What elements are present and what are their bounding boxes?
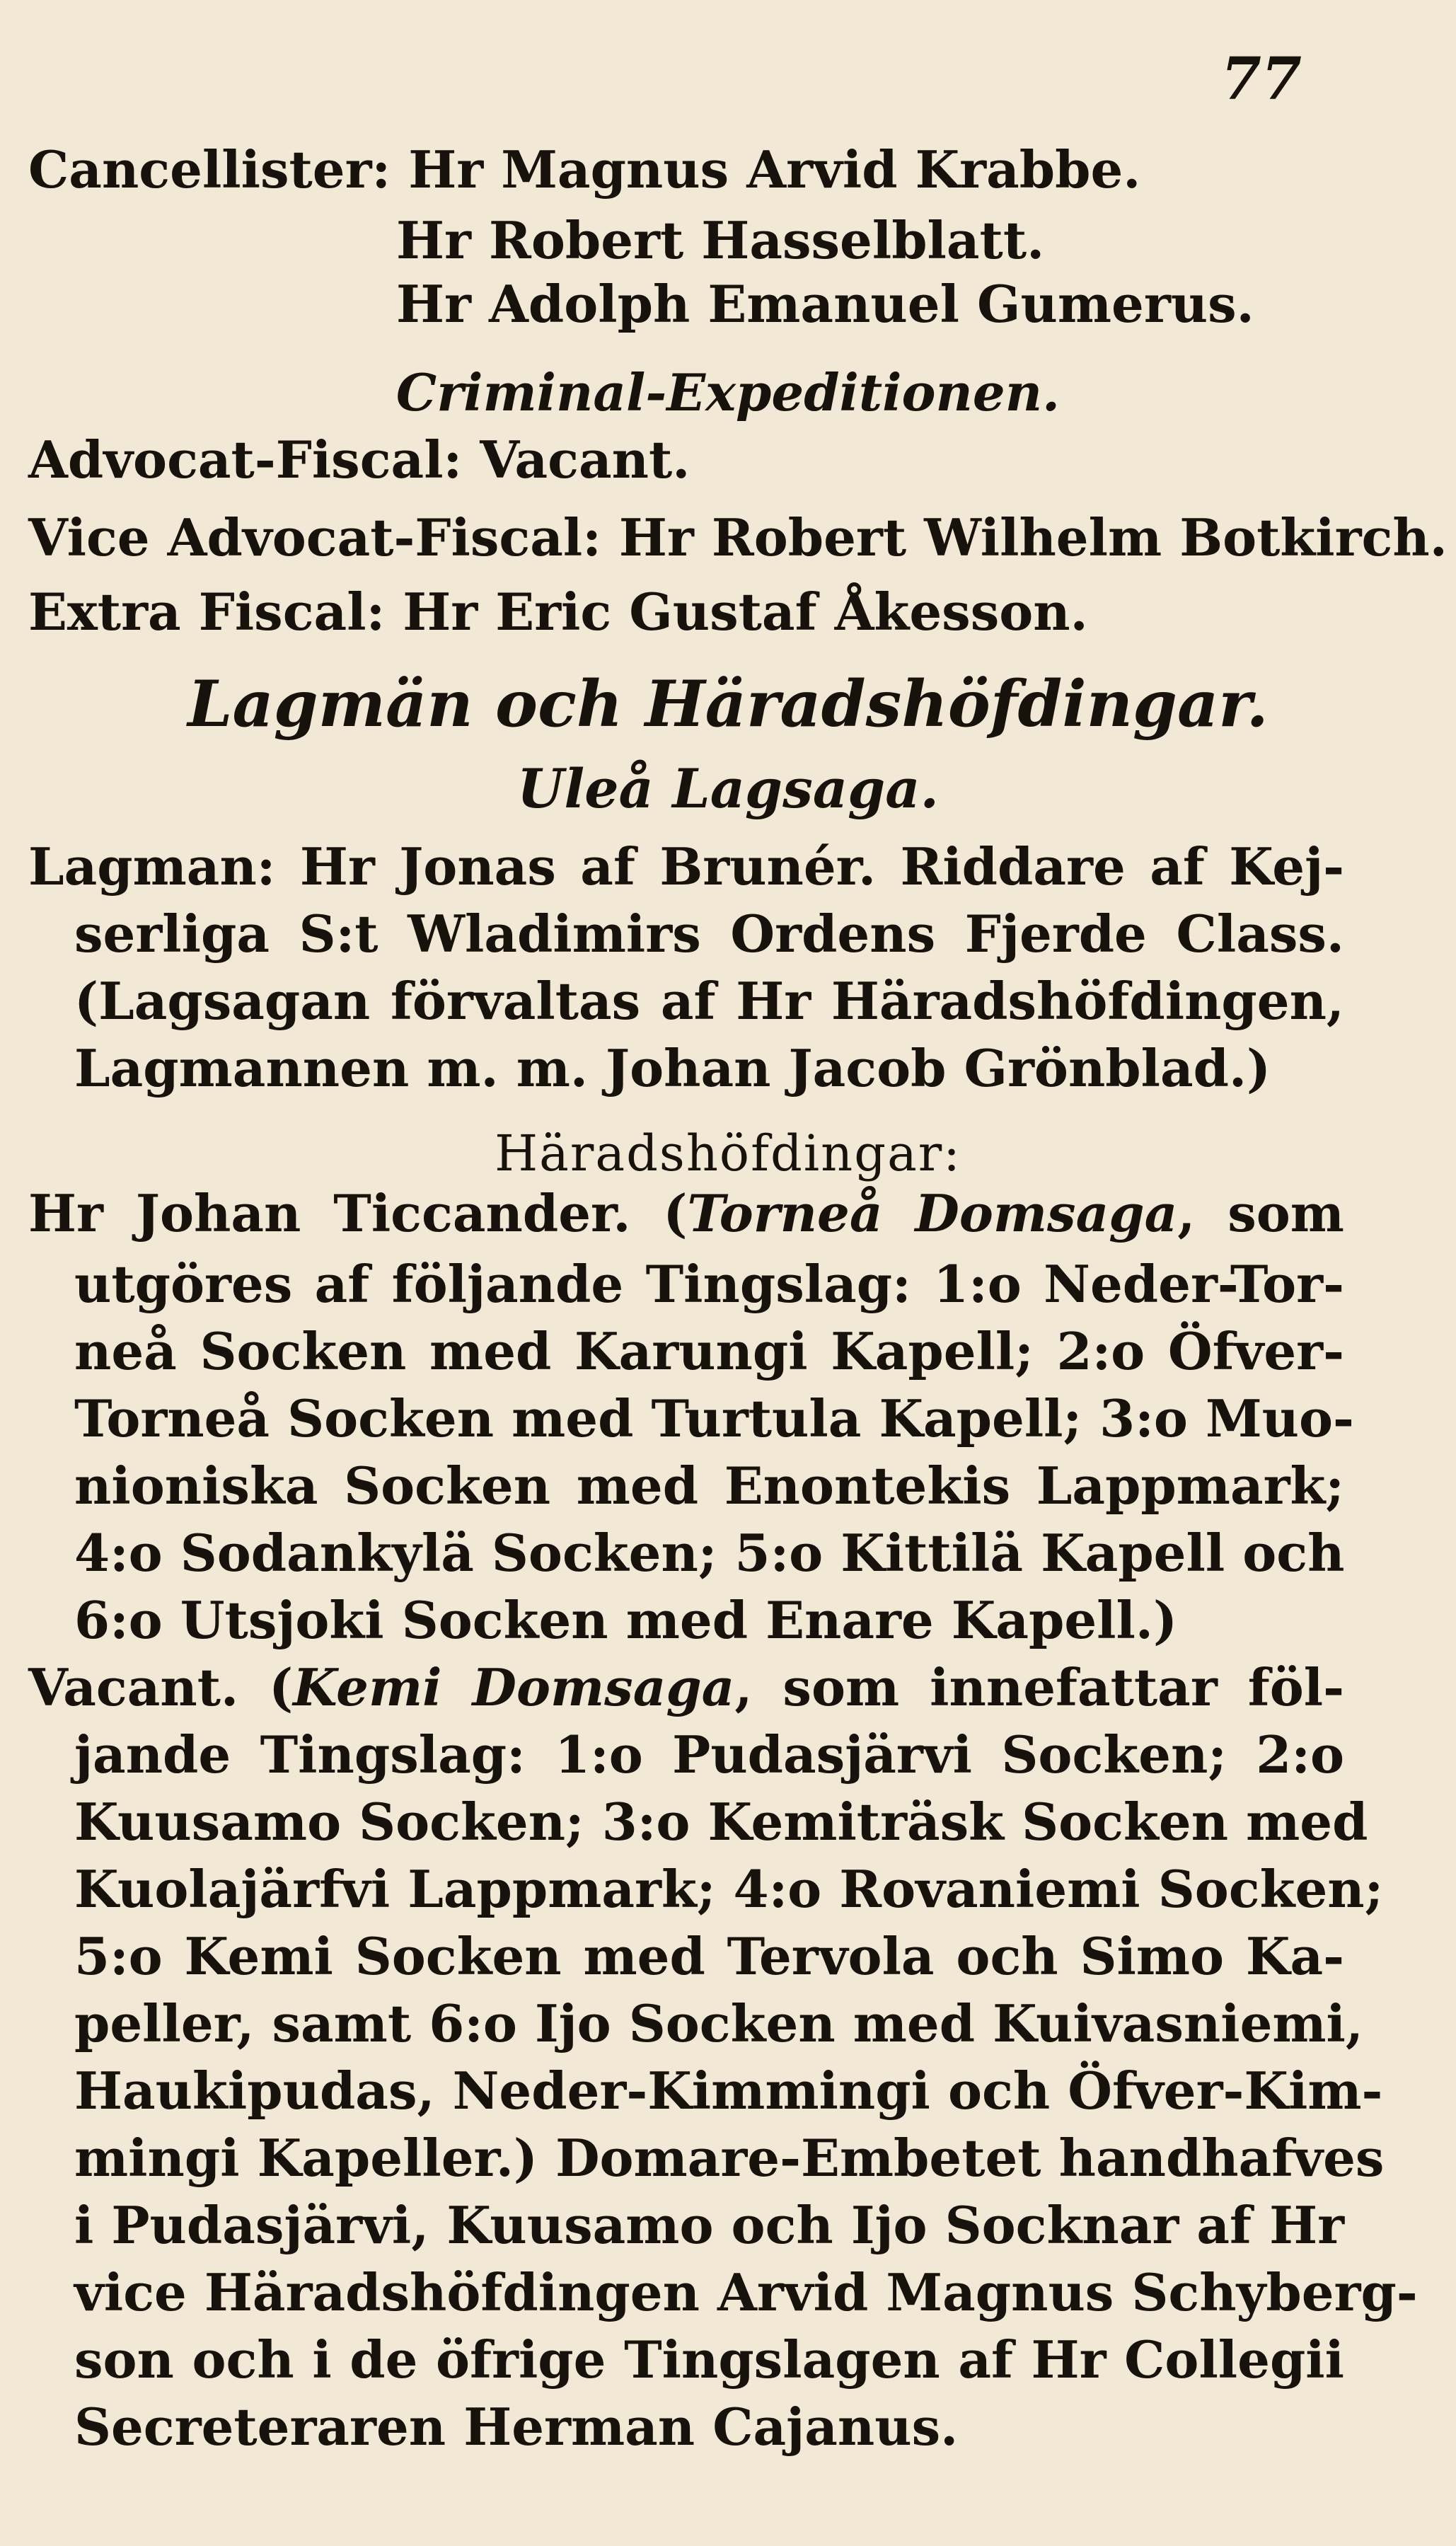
text-segment: , som innefattar föl- — [734, 1657, 1345, 1717]
text-line: Lagman: Hr Jonas af Brunér. Riddare af Kej- — [28, 836, 1344, 897]
text-line: vice Häradshöfdingen Arvid Magnus Schyberg- — [74, 2262, 1418, 2322]
text-line: Lagmannen m. m. Johan Jacob Grönblad.) — [74, 1038, 1271, 1098]
text-segment: Vacant. ( — [28, 1657, 294, 1717]
subsection-heading: Häradshöfdingar: — [495, 1124, 961, 1182]
text-line: 5:o Kemi Socken med Tervola och Simo Ka- — [74, 1926, 1344, 1986]
subsection-heading: Uleå Lagsaga. — [517, 757, 939, 820]
text-line: serliga S:t Wladimirs Ordens Fjerde Class. — [74, 904, 1344, 964]
text-segment: Hr Johan Ticcander. ( — [28, 1183, 688, 1243]
text-line: Cancellister: Hr Magnus Arvid Krabbe. — [28, 139, 1141, 200]
text-line: Extra Fiscal: Hr Eric Gustaf Åkesson. — [28, 582, 1088, 642]
text-line: Kuolajärfvi Lappmark; 4:o Rovaniemi Socken; — [74, 1859, 1384, 1919]
text-line: neå Socken med Karungi Kapell; 2:o Öfver- — [74, 1321, 1344, 1381]
section-heading: Lagmän och Häradshöfdingar. — [187, 667, 1269, 742]
text-line: son och i de öfrige Tingslagen af Hr Collegii — [74, 2329, 1344, 2390]
text-segment: Torneå Domsaga — [687, 1183, 1178, 1243]
text-line: Advocat-Fiscal: Vacant. — [28, 430, 691, 490]
text-line: nioniska Socken med Enontekis Lappmark; — [74, 1456, 1344, 1516]
text-segment: Kemi Domsaga — [293, 1657, 735, 1717]
text-line: Kuusamo Socken; 3:o Kemiträsk Socken med — [74, 1792, 1368, 1852]
text-line: Secreteraren Herman Cajanus. — [74, 2397, 959, 2457]
text-line: Torneå Socken med Turtula Kapell; 3:o Muo- — [74, 1388, 1354, 1448]
text-line: mingi Kapeller.) Domare-Embetet handhafves — [74, 2128, 1385, 2188]
page-number: 77 — [1220, 45, 1302, 113]
text-line: jande Tingslag: 1:o Pudasjärvi Socken; 2:o — [74, 1724, 1344, 1785]
text-line: utgöres af följande Tingslag: 1:o Neder-Tor- — [74, 1254, 1344, 1314]
text-line — [28, 1652, 1344, 1723]
text-line: (Lagsagan förvaltas af Hr Häradshöfdingen, — [74, 971, 1344, 1031]
text-line: peller, samt 6:o Ijo Socken med Kuivasniemi, — [74, 1993, 1363, 2053]
text-line: Hr Robert Hasselblatt. — [396, 210, 1045, 270]
text-line: Haukipudas, Neder-Kimmingi och Öfver-Kim- — [74, 2061, 1383, 2121]
text-line: 6:o Utsjoki Socken med Enare Kapell.) — [74, 1590, 1178, 1650]
section-heading: Criminal-Expeditionen. — [395, 362, 1061, 422]
text-line: Vice Advocat-Fiscal: Hr Robert Wilhelm Botkirch. — [28, 507, 1448, 568]
text-line: 4:o Sodankylä Socken; 5:o Kittilä Kapell och — [74, 1523, 1345, 1583]
text-segment: , som — [1177, 1183, 1344, 1243]
text-line: Hr Adolph Emanuel Gumerus. — [396, 274, 1254, 334]
text-line — [28, 1178, 1344, 1249]
text-line: i Pudasjärvi, Kuusamo och Ijo Socknar af Hr — [74, 2195, 1345, 2255]
